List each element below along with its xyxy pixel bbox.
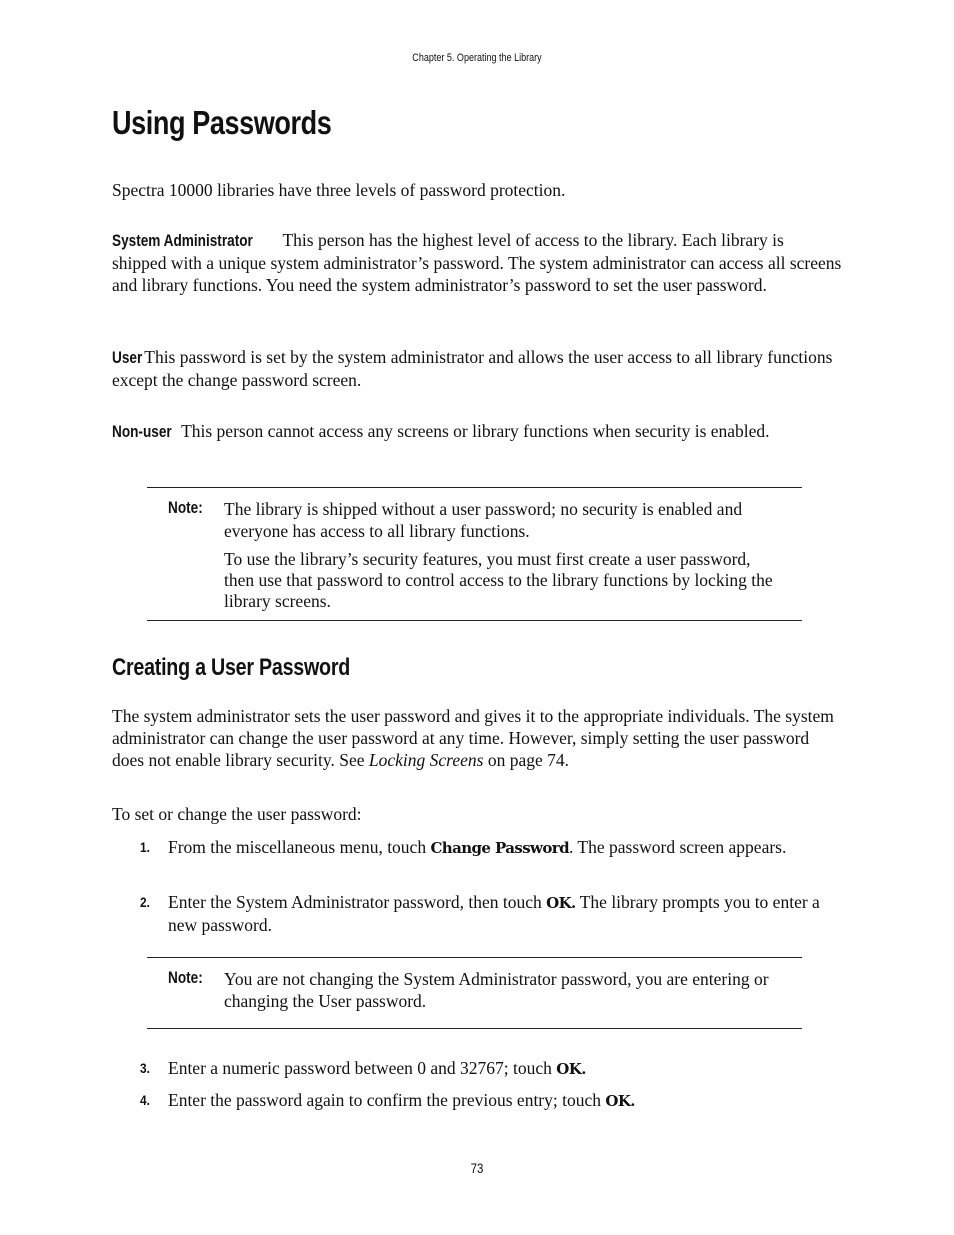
page-number: 73 [470,1160,484,1176]
body-text: on page 74. [483,750,569,770]
step-text [168,1089,840,1112]
running-head: Chapter 5. Operating the Library [412,52,542,64]
step-body: From the miscellaneous menu, touch [168,837,431,857]
note-box-2 [147,957,802,1029]
step-body: Enter a numeric password between 0 and 32767; touch [168,1058,557,1078]
ui-control-name: OK. [556,1060,586,1078]
level-term: User [112,348,143,367]
level-non-user [112,420,842,443]
note-box-1 [147,487,802,621]
step-body: Enter the System Administrator password, then touch [168,892,547,912]
ui-control-name: OK. [605,1092,635,1110]
step-body: . The password screen appears. [568,837,787,857]
section-heading: Creating a User Password [112,654,351,681]
step-body: Enter the password again to confirm the previous entry; touch [168,1090,606,1110]
level-user [112,346,842,391]
body-paragraph [112,705,842,771]
ui-control-name: OK. [546,894,576,912]
ui-control-name: Change Password [430,839,569,857]
level-term: System Administrator [112,231,253,250]
note-label: Note: [168,968,203,987]
step-number: 4. [140,1092,150,1108]
cross-reference-link[interactable]: Locking Screens [368,750,484,770]
step-number: 3. [140,1060,150,1076]
procedure-lead: To set or change the user password: [112,804,362,824]
step-number: 1. [140,839,150,855]
level-term: Non-user [112,422,172,441]
step-text [168,836,840,859]
step-text [168,1057,840,1080]
level-description: This password is set by the system administrator and allows the user access to all library functions except the change password screen. [112,347,833,390]
step-text [168,891,840,936]
note-text: The library is shipped without a user password; no security is enabled and everyone has access to all library functions. [224,499,743,541]
note-text: To use the library’s security features, you must first create a user password, then use that password to control access to the library functions by locking the library screens. [224,549,773,611]
note-text: You are not changing the System Administrator password, you are entering or changing the User password. [224,969,769,1011]
page-title: Using Passwords [112,104,332,141]
intro-paragraph: Spectra 10000 libraries have three levels of password protection. [112,180,566,200]
body-text: The system administrator sets the user password and gives it to the appropriate individuals. The system administrator can change the user password at any time. However, simply setting the user password does not enable library security. See [112,706,834,770]
step-number: 2. [140,894,150,910]
level-description: This person cannot access any screens or library functions when security is enabled. [181,421,770,441]
step-body: The library prompts you to enter a new password. [168,892,820,935]
level-description: This person has the highest level of access to the library. Each library is shipped with a unique system administrator’s password. The system administrator can access all screens and library functions. You need the system administrator’s password to set the user password. [112,230,842,295]
level-system-administrator [112,229,842,296]
note-label: Note: [168,498,203,517]
